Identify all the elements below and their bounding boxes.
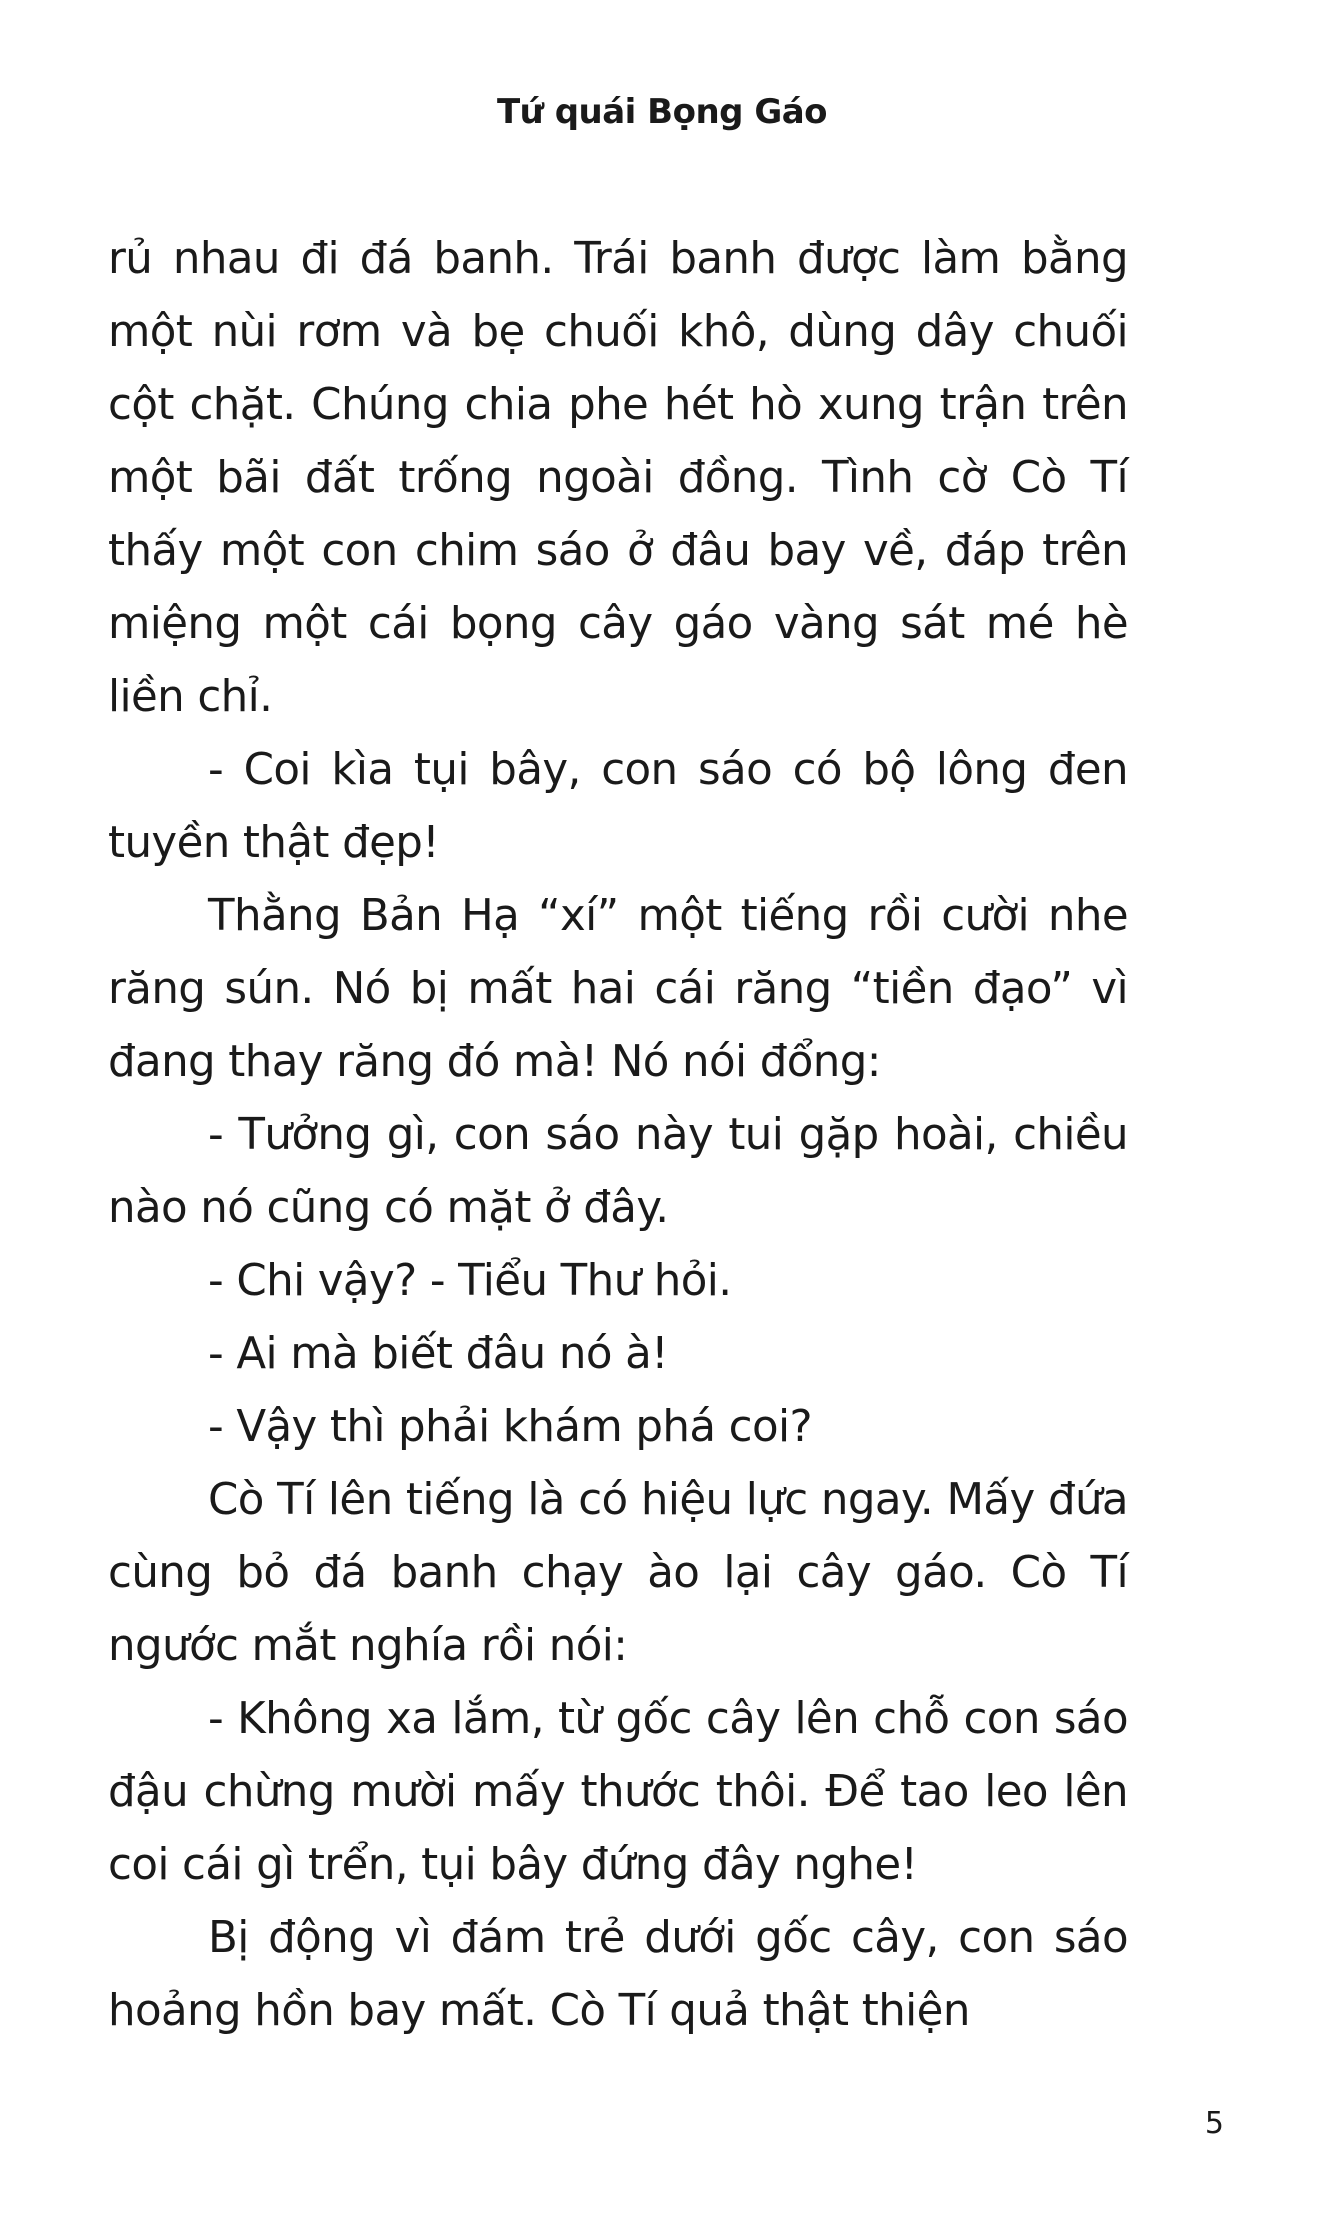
- paragraph: - Tưởng gì, con sáo này tui gặp hoài, chiều nào nó cũng có mặt ở đây.: [108, 1110, 1128, 1233]
- paragraph: - Coi kìa tụi bây, con sáo có bộ lông đen tuyền thật đẹp!: [108, 745, 1128, 868]
- running-header: Tứ quái Bọng Gáo: [496, 92, 828, 132]
- paragraph: rủ nhau đi đá banh. Trái banh được làm bằng một nùi rơm và bẹ chuối khô, dùng dây chuối cột chặt. Chúng chia phe hét hò xung trận trên một bãi đất trống ngoài đồng. Tình cờ Cò Tí thấy một con chim sáo ở đâu bay về, đáp trên miệng một cái bọng cây gáo vàng sát mé hè liền chỉ.: [108, 234, 1128, 722]
- paragraph: Cò Tí lên tiếng là có hiệu lực ngay. Mấy đứa cùng bỏ đá banh chạy ào lại cây gáo. Cò Tí ngước mắt nghía rồi nói:: [108, 1475, 1128, 1671]
- paragraph: - Chi vậy? - Tiểu Thư hỏi.: [208, 1256, 732, 1306]
- paragraph: Thằng Bản Hạ “xí” một tiếng rồi cười nhe răng sún. Nó bị mất hai cái răng “tiền đạo” vì đang thay răng đó mà! Nó nói đổng:: [108, 891, 1128, 1087]
- paragraph: - Không xa lắm, từ gốc cây lên chỗ con sáo đậu chừng mười mấy thước thôi. Để tao leo lên coi cái gì trển, tụi bây đứng đây nghe!: [108, 1694, 1128, 1890]
- page-number: 5: [1204, 2106, 1224, 2141]
- body-text: [108, 223, 1128, 2048]
- paragraph: Bị động vì đám trẻ dưới gốc cây, con sáo hoảng hồn bay mất. Cò Tí quả thật thiện: [108, 1913, 1128, 2036]
- paragraph: - Vậy thì phải khám phá coi?: [208, 1402, 812, 1452]
- paragraph: - Ai mà biết đâu nó à!: [208, 1329, 668, 1379]
